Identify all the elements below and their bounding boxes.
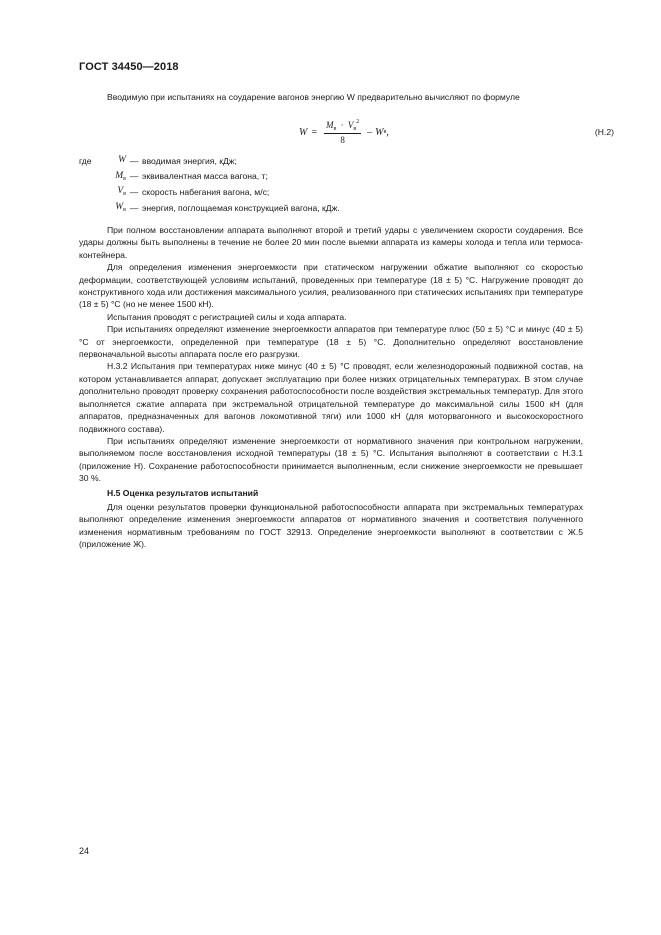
definition-text: эквивалентная масса вагона, т; <box>142 171 268 182</box>
numerator-velocity-sup: 2 <box>356 119 360 125</box>
page-number: 24 <box>79 846 90 856</box>
definition-text: скорость набегания вагона, м/с; <box>142 186 270 197</box>
numerator-mass: M <box>325 120 334 130</box>
definition-symbol <box>101 202 126 213</box>
body-paragraph: Н.3.2 Испытания при температурах ниже минус (40 ± 5) °С проводят, если железнодорожный подвижной состав, на котором устанавливается аппарат, допускает эксплуатацию при более низких отрицательных температурах. В этом случае дополнительно проводят проверку сохранения работоспособности после воздействия экстремальных температур. Для этого выполняется сжатие аппарата при экстремальной отрицательной температуре до максимальной силы 1500 кН (для аппаратов, предназначенных для вагонов локомотивной тяги) или 1000 кН (для моторвагонного и высокоскоростного подвижного состава). <box>79 361 583 434</box>
symbol-sub: в <box>123 207 126 214</box>
numerator-dot: · <box>340 120 344 130</box>
formula-numerator <box>324 119 361 134</box>
formula-fraction <box>324 119 361 145</box>
definition-text: энергия, поглощаемая конструкцией вагона, кДж. <box>142 202 340 213</box>
body-paragraph: При испытаниях определяют изменение энергоемкости от нормативного значения при контрольном нагружении, выполняемом после восстановления исходной температуры (18 ± 5) °С. Испытания выполняют в соответствии с Н.3.1 (приложение Н). Сохранение работоспособности принимается выполненным, если снижение энергоемкости не превышает 30 %. <box>79 435 583 484</box>
equation-number: (Н.2) <box>594 127 614 137</box>
formula-equals: = <box>311 126 317 138</box>
section-heading: Н.5 Оценка результатов испытаний <box>107 487 259 498</box>
main-body <box>79 224 583 551</box>
symbol-letter: M <box>115 170 124 181</box>
symbol-sub: в <box>123 191 126 198</box>
formula-block <box>79 114 614 150</box>
symbol-letter: V <box>117 186 124 197</box>
body-paragraph: При полном восстановлении аппарата выполняют второй и третий удары с увеличением скорости соударения. Все удары должны быть выполнены в течение не более 20 мин после выемки аппарата из камеры холода и тепла или термоса-контейнера. <box>79 225 583 260</box>
body-paragraph: Для определения изменения энергоемкости при статическом нагружении обжатие выполняют со скоростью деформации, соответствующей условиям испытаний, проведенных при температуре (18 ± 5) °С. Нагружение проводят до конструктивного хода или достижения максимального усилия, реализованного при статических испытаниях при температуре (18 ± 5) °С (но не менее 1500 кН). <box>79 262 583 310</box>
intro-paragraph <box>79 91 583 103</box>
formula-trailing: , <box>386 126 389 138</box>
definitions-list <box>79 153 583 215</box>
numerator-velocity: V <box>347 120 354 130</box>
definition-symbol <box>101 171 126 182</box>
definition-symbol <box>101 186 126 197</box>
symbol-sub: в <box>123 175 126 182</box>
section-paragraph: Для оценки результатов проверки функциональной работоспособности аппарата при экстремальных температурах выполняют определение изменения энергоемкости аппаратов от нормативного значения и соответствия полученного изменения нормативным требованиям по ГОСТ 32913. Определение энергоемкости выполняют в соответствии с Ж.5 (приложение Ж). <box>79 501 583 550</box>
body-paragraph: При испытаниях определяют изменение энергоемкости аппаратов при температуре плюс (50 ± 5) °С и минус (40 ± 5) °С от энергоемкости, определенной при температуре (18 ± 5) °С. Дополнительно определяют восстановление первоначальной высоты аппарата после его разгрузки. <box>79 324 583 360</box>
numerator-velocity-sub: в <box>353 126 357 132</box>
definition-dash: — <box>129 186 139 197</box>
definition-dash: — <box>129 171 139 182</box>
definition-item <box>79 169 583 185</box>
energy-formula <box>299 114 389 150</box>
formula-rhs-sub: в <box>383 129 387 135</box>
definition-dash: — <box>129 202 139 213</box>
definition-text: вводимая энергия, кДж; <box>142 155 237 166</box>
symbol-letter: W <box>118 155 126 166</box>
intro-text: Вводимую при испытаниях на соударение вагонов энергию W предварительно вычисляют по формуле <box>107 92 520 102</box>
formula-denominator: 8 <box>340 135 345 145</box>
numerator-mass-sub: в <box>333 126 337 132</box>
definitions-lead: где <box>79 155 92 166</box>
formula-minus: – <box>367 126 373 138</box>
definition-symbol <box>101 155 126 166</box>
definition-item <box>79 200 583 216</box>
formula-rhs: W <box>375 126 384 138</box>
definition-dash: — <box>129 155 139 166</box>
definition-item <box>79 153 583 169</box>
definition-item <box>79 184 583 200</box>
formula-lhs: W <box>299 126 308 138</box>
body-paragraph: Испытания проводят с регистрацией силы и хода аппарата. <box>107 311 347 322</box>
symbol-letter: W <box>115 202 124 213</box>
document-header: ГОСТ 34450—2018 <box>79 61 179 73</box>
